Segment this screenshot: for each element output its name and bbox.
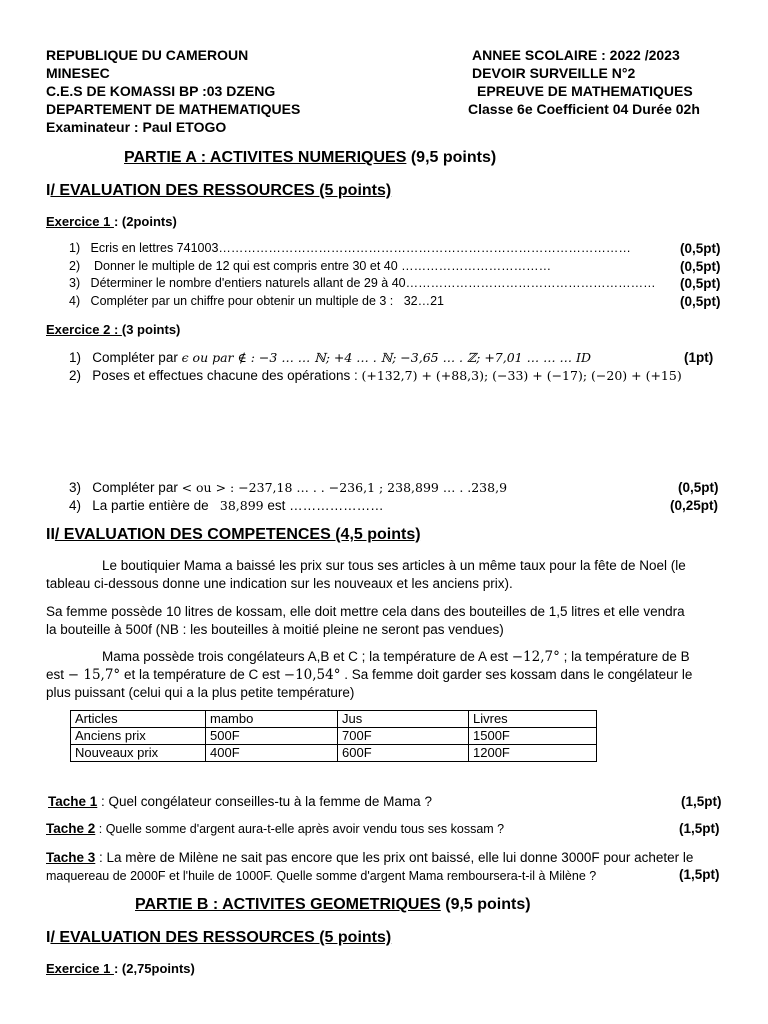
table-cell: 700F (338, 728, 469, 745)
ex1-title: Exercice 1 : (2points) (46, 214, 177, 229)
ex1-item-3-points: (0,5pt) (680, 276, 721, 291)
table-cell: 1500F (469, 728, 597, 745)
table-cell: Nouveaux prix (71, 745, 206, 762)
price-table (70, 710, 597, 762)
part-b-section1-title: I/ EVALUATION DES RESSOURCES (5 points) (46, 929, 392, 946)
ex2-item-4-points: (0,25pt) (670, 498, 719, 513)
table-cell: 400F (206, 745, 338, 762)
header-department: DEPARTEMENT DE MATHEMATIQUES (46, 101, 301, 117)
ex1-item-4-points: (0,5pt) (680, 294, 721, 309)
ex2-item-3: 3) Compléter par < ou > : −237,18 … . . −236,1 ; 238,899 … . .238,9 (69, 480, 508, 495)
task-2-points: (1,5pt) (679, 821, 720, 836)
table-cell: Articles (71, 711, 206, 728)
context-paragraph-1: Le boutiquier Mama a baissé les prix sur tous ses articles à un même taux pour la fête de Noel (le tableau ci-dessous donne une indication sur les nouveaux et les anciens prix). (46, 558, 686, 591)
ex1-item-2: 2) Donner le multiple de 12 qui est compris entre 30 et 40 ……………………………… (69, 259, 552, 273)
context-paragraph-2: Sa femme possède 10 litres de kossam, elle doit mettre cela dans des bouteilles de 1,5 litres et elle vendra la bouteille à 500f (NB : les bouteilles à moitié pleine ne seront pas vendues) (46, 604, 685, 637)
table-cell: 1200F (469, 745, 597, 762)
ex2-item-2: 2) Poses et effectues chacune des opérations : (+132,7) + (+88,3); (−33) + (−17); (−20) + (+15) (69, 368, 682, 383)
table-row (71, 745, 597, 762)
header-school-year: ANNEE SCOLAIRE : 2022 /2023 (472, 47, 680, 63)
header-exam-number: DEVOIR SURVEILLE N°2 (472, 65, 636, 81)
part-a-title: PARTIE A : ACTIVITES NUMERIQUES (9,5 points) (124, 149, 497, 166)
ex2-item-3-points: (0,5pt) (678, 480, 719, 495)
ex1-item-3: 3) Déterminer le nombre d'entiers naturels allant de 29 à 40…………………………………………………… (69, 276, 656, 290)
table-cell: Anciens prix (71, 728, 206, 745)
header-school: C.E.S DE KOMASSI BP :03 DZENG (46, 83, 276, 99)
part-a-section1-title: I/ EVALUATION DES RESSOURCES (5 points) (46, 182, 392, 199)
context-paragraph-3: Mama possède trois congélateurs A,B et C ; la température de A est −12,7° ; la température de B est − 15,7° et la température de C est −10,54° . Sa femme doit garder ses kossam dans le congélateur le plus puissant (celui qui a la plus petite température) (46, 649, 693, 700)
header-subject: EPREUVE DE MATHEMATIQUES (477, 83, 693, 99)
ex1-item-2-points: (0,5pt) (680, 259, 721, 274)
table-row (71, 711, 597, 728)
header-country: REPUBLIQUE DU CAMEROUN (46, 47, 249, 63)
table-cell: mambo (206, 711, 338, 728)
table-cell: 600F (338, 745, 469, 762)
ex1-item-1: 1) Ecris en lettres 741003……………………………………………………………………………………… (69, 241, 631, 255)
table-cell: Livres (469, 711, 597, 728)
ex2-title: Exercice 2 : (3 points) (46, 322, 181, 337)
ex1-item-4: 4) Compléter par un chiffre pour obtenir un multiple de 3 : 32…21 (69, 294, 444, 308)
ex1-item-1-points: (0,5pt) (680, 241, 721, 256)
header-ministry: MINESEC (46, 65, 110, 81)
part-b-title: PARTIE B : ACTIVITES GEOMETRIQUES (9,5 points) (135, 896, 531, 913)
part-b-ex1-title: Exercice 1 : (2,75points) (46, 961, 195, 976)
part-a-section2-title: II/ EVALUATION DES COMPETENCES (4,5 points) (46, 526, 421, 543)
header-left (46, 46, 300, 136)
ex2-item-1: 1) Compléter par ϵ ou par ∉ : −3 … … ℕ; +4 … . ℕ; −3,65 … . ℤ; +7,01 … … … ID (69, 350, 591, 365)
task-3-points: (1,5pt) (679, 867, 720, 882)
task-2: Tache 2 : Quelle somme d'argent aura-t-elle après avoir vendu tous ses kossam ? (46, 821, 505, 836)
header-right (468, 46, 700, 118)
ex2-item-4: 4) La partie entière de 38,899 est ………………… (69, 498, 384, 513)
table-cell: 500F (206, 728, 338, 745)
table-cell: Jus (338, 711, 469, 728)
task-3: Tache 3 : La mère de Milène ne sait pas encore que les prix ont baissé, elle lui donne 3000F pour acheter le maquereau de 2000F et l'huile de 1000F. Quelle somme d'argent Mama remboursera-t-il à Milène ? (46, 850, 694, 883)
header-examiner: Examinateur : Paul ETOGO (46, 119, 227, 135)
task-1: Tache 1 : Quel congélateur conseilles-tu à la femme de Mama ? (48, 794, 432, 809)
ex2-item-1-points: (1pt) (684, 350, 714, 365)
task-1-points: (1,5pt) (681, 794, 722, 809)
table-row (71, 728, 597, 745)
header-class-info: Classe 6e Coefficient 04 Durée 02h (468, 101, 700, 117)
